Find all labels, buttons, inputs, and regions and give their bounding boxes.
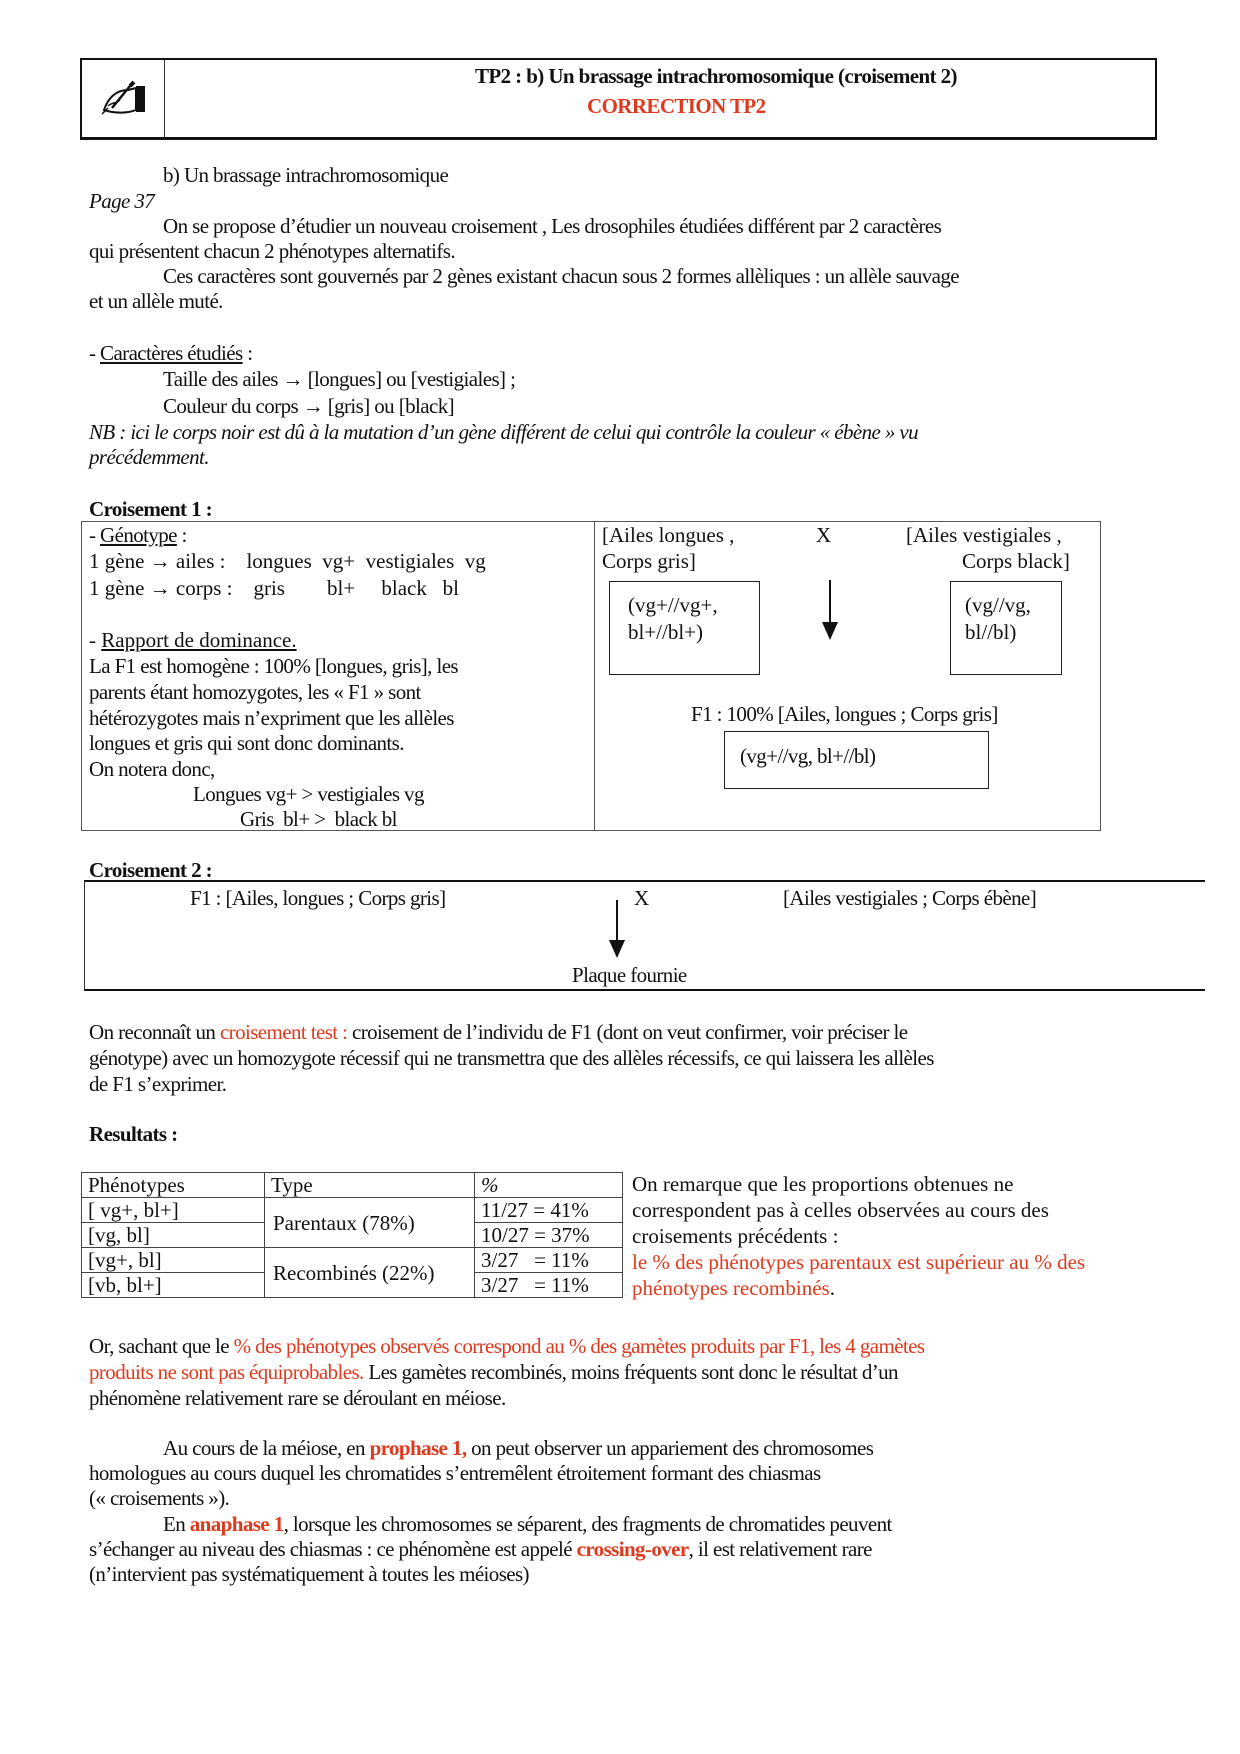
phenotype-cell: [vb, bl+] xyxy=(82,1273,265,1298)
dominance-text-line: parents étant homozygotes, les « F1 » sont xyxy=(89,680,421,704)
percent-cell: 11/27 = 41% xyxy=(475,1198,623,1223)
document-subtitle: CORRECTION TP2 xyxy=(587,94,766,118)
text: Or, sachant que le xyxy=(89,1334,234,1358)
table-header-row xyxy=(82,1173,623,1198)
table-row xyxy=(82,1248,623,1273)
caracteres-heading-text: Caractères étudiés xyxy=(100,341,243,365)
dominance-rule-wings: Longues vg+ > vestigiales vg xyxy=(193,782,424,806)
meiose-p1-line-1 xyxy=(163,1436,873,1461)
results-table xyxy=(81,1172,623,1298)
text: Les gamètes recombinés, moins fréquents sont donc le résultat d’un xyxy=(363,1360,898,1384)
f1-genotype: (vg+//vg, bl+//bl) xyxy=(740,744,876,768)
arrow-down-line xyxy=(616,900,618,942)
arrow-down-icon xyxy=(822,622,838,640)
remark-highlight-line-2 xyxy=(632,1276,835,1301)
remark-highlight-line: le % des phénotypes parentaux est supérieur au % des xyxy=(632,1250,1086,1274)
dash: - xyxy=(89,523,101,547)
page-reference: Page 37 xyxy=(89,189,155,213)
cross-symbol: X xyxy=(816,523,832,547)
genotype-heading xyxy=(89,523,187,548)
dash: - xyxy=(89,341,101,365)
arrow-down-icon xyxy=(609,940,625,958)
genotype-heading-text: Génotype xyxy=(100,523,177,547)
parent-1-genotype-line-1: (vg+//vg+, xyxy=(628,593,718,617)
croisement-2-result: Plaque fournie xyxy=(572,963,687,987)
parent-1-genotype-line-2: bl+//bl+) xyxy=(628,620,704,644)
text: on peut observer un appariement des chromosomes xyxy=(466,1436,874,1460)
writing-hand-icon xyxy=(98,80,150,118)
section-title: b) Un brassage intrachromosomique xyxy=(163,163,449,187)
percent-cell: 3/27 = 11% xyxy=(475,1248,623,1273)
column-divider xyxy=(594,522,595,830)
dash: - xyxy=(89,628,102,652)
text: , il est relativement rare xyxy=(688,1537,872,1561)
arrow-down-line xyxy=(829,580,831,624)
type-cell: Parentaux (78%) xyxy=(265,1198,475,1248)
conclusion-highlight: % des phénotypes observés correspond au % des gamètes produits par F1, les 4 gamètes xyxy=(233,1334,925,1358)
croisement-2-cross-symbol: X xyxy=(634,886,649,910)
percent-cell: 3/27 = 11% xyxy=(475,1273,623,1298)
croisement-2-other-parent: [Ailes vestigiales ; Corps ébène] xyxy=(783,886,1037,910)
conclusion-line-3: phénomène relativement rare se déroulant en méiose. xyxy=(89,1386,506,1410)
meiose-p2-line-2 xyxy=(89,1537,872,1562)
dominance-heading-text: Rapport de dominance. xyxy=(101,628,297,652)
meiose-p1-line-2: homologues au cours duquel les chromatides s’entremêlent étroitement formant des chiasmas xyxy=(89,1461,821,1485)
f1-phenotype: F1 : 100% [Ailes, longues ; Corps gris] xyxy=(691,702,998,726)
column-header: Type xyxy=(265,1173,475,1198)
prophase-term: prophase 1, xyxy=(369,1436,467,1460)
meiose-p1-line-3: (« croisements »). xyxy=(89,1486,230,1510)
intro-paragraph-2-line-2: et un allèle muté. xyxy=(89,289,223,313)
intro-paragraph-1-line-1: On se propose d’étudier un nouveau croisement , Les drosophiles étudiées différent par 2 caractères xyxy=(163,214,942,238)
type-cell: Recombinés (22%) xyxy=(265,1248,475,1298)
conclusion-line-2 xyxy=(89,1360,898,1385)
croisement-2-f1: F1 : [Ailes, longues ; Corps gris] xyxy=(190,886,446,910)
column-header: % xyxy=(475,1173,623,1198)
parent-2-genotype-line-2: bl//bl) xyxy=(965,620,1017,644)
results-label: Resultats : xyxy=(89,1122,178,1146)
test-cross-line-3: de F1 s’exprimer. xyxy=(89,1072,227,1096)
test-cross-term: croisement test : xyxy=(219,1020,348,1044)
header-box xyxy=(80,58,1157,140)
intro-paragraph-1-line-2: qui présentent chacun 2 phénotypes alternatifs. xyxy=(89,239,456,263)
dominance-text-line: La F1 est homogène : 100% [longues, gris], les xyxy=(89,654,459,678)
croisement-1-label: Croisement 1 : xyxy=(89,497,213,521)
remark-highlight-text: phénotypes recombinés xyxy=(632,1276,830,1300)
percent-cell: 10/27 = 37% xyxy=(475,1223,623,1248)
text: , lorsque les chromosomes se séparent, des fragments de chromatides peuvent xyxy=(283,1512,892,1536)
remark-line: On remarque que les proportions obtenues ne xyxy=(632,1172,1014,1196)
crossing-over-term: crossing-over xyxy=(576,1537,689,1561)
caractere-body-color: Couleur du corps → [gris] ou [black] xyxy=(163,394,454,418)
parent-2-phenotype-line-1: [Ailes vestigiales , xyxy=(906,523,1062,547)
remark-line: correspondent pas à celles observées au cours des xyxy=(632,1198,1049,1222)
phenotype-cell: [ vg+, bl+] xyxy=(82,1198,265,1223)
header-icon-cell xyxy=(82,60,165,137)
test-cross-line-2: génotype) avec un homozygote récessif qui ne transmettra que des allèles récessifs, ce qui laissera les allèles xyxy=(89,1046,934,1070)
dominance-text-line: longues et gris qui sont donc dominants. xyxy=(89,731,404,755)
dominance-text-line: hétérozygotes mais n’expriment que les allèles xyxy=(89,706,454,730)
text: On reconnaît un xyxy=(89,1020,220,1044)
text: Au cours de la méiose, en xyxy=(163,1436,370,1460)
croisement-2-label: Croisement 2 : xyxy=(89,858,213,882)
conclusion-highlight: produits ne sont pas équiprobables. xyxy=(89,1360,364,1384)
phenotype-cell: [vg+, bl] xyxy=(82,1248,265,1273)
dominance-text-line: On notera donc, xyxy=(89,757,215,781)
conclusion-line-1 xyxy=(89,1334,924,1359)
test-cross-line-1 xyxy=(89,1020,908,1045)
document-title: TP2 : b) Un brassage intrachromosomique (croisement 2) xyxy=(475,64,957,88)
parent-2-genotype-line-1: (vg//vg, xyxy=(965,593,1031,617)
caracteres-heading xyxy=(89,341,252,366)
meiose-p2-line-1 xyxy=(163,1512,892,1537)
colon: : xyxy=(176,523,187,547)
text: En xyxy=(163,1512,190,1536)
nb-note-line-1: NB : ici le corps noir est dû à la mutation d’un gène différent de celui qui contrôle la couleur « ébène » vu xyxy=(89,420,919,444)
phenotype-cell: [vg, bl] xyxy=(82,1223,265,1248)
column-header: Phénotypes xyxy=(82,1173,265,1198)
intro-paragraph-2-line-1: Ces caractères sont gouvernés par 2 gènes existant chacun sous 2 formes allèliques : un allèle sauvage xyxy=(163,264,960,288)
parent-1-phenotype-line-2: Corps gris] xyxy=(602,549,696,573)
text: . xyxy=(829,1276,835,1300)
caractere-wings: Taille des ailes → [longues] ou [vestigiales] ; xyxy=(163,367,516,391)
text: croisement de l’individu de F1 (dont on veut confirmer, voir préciser le xyxy=(347,1020,908,1044)
gene-wings: 1 gène → ailes : longues vg+ vestigiales vg xyxy=(89,549,486,573)
text: s’échanger au niveau des chiasmas : ce phénomène est appelé xyxy=(89,1537,577,1561)
anaphase-term: anaphase 1 xyxy=(189,1512,284,1536)
parent-2-phenotype-line-2: Corps black] xyxy=(962,549,1070,573)
remark-line: croisements précédents : xyxy=(632,1224,839,1248)
meiose-p2-line-3: (n’intervient pas systématiquement à toutes les méioses) xyxy=(89,1562,529,1586)
table-row xyxy=(82,1198,623,1223)
gene-body: 1 gène → corps : gris bl+ black bl xyxy=(89,576,459,600)
dominance-rule-body: Gris bl+ > black bl xyxy=(240,807,397,831)
colon: : xyxy=(242,341,253,365)
dominance-heading xyxy=(89,628,297,653)
parent-1-phenotype-line-1: [Ailes longues , xyxy=(602,523,735,547)
nb-note-line-2: précédemment. xyxy=(89,445,209,469)
